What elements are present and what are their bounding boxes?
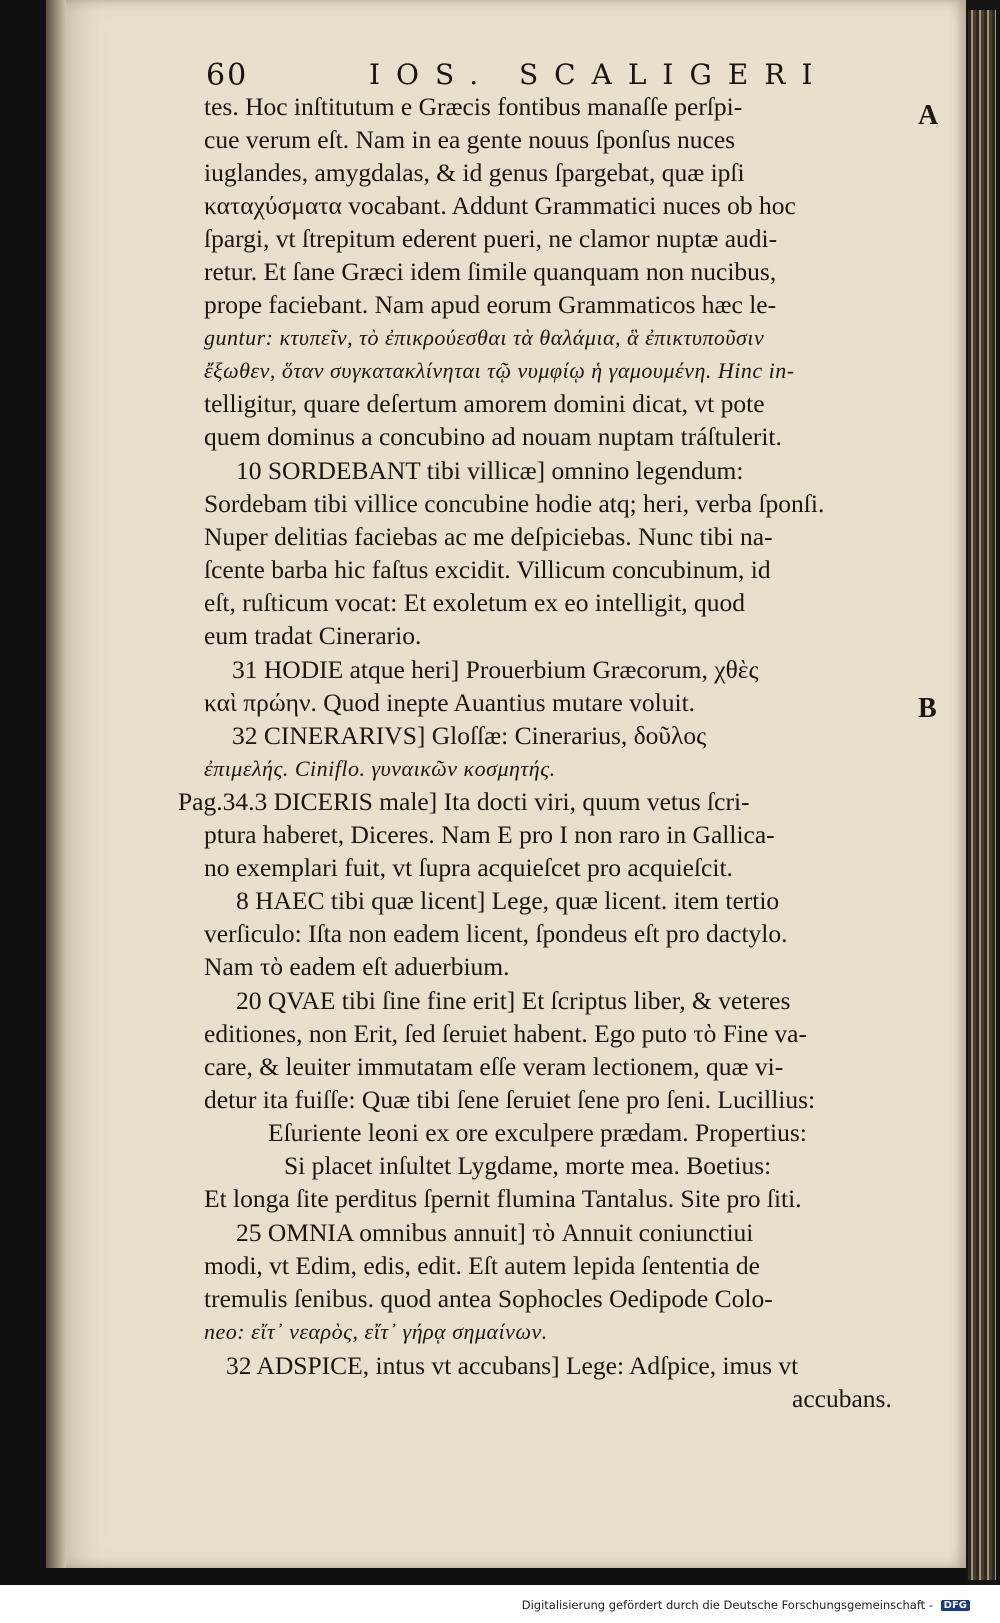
text-line: Sordebam tibi villice concubine hodie atq; heri, verba ſponſi. — [204, 489, 825, 518]
text-line: cue verum eſt. Nam in ea gente nouus ſponſus nuces — [204, 125, 736, 154]
text-line: eum tradat Cinerario. — [204, 621, 422, 650]
text-line: quem dominus a concubino ad nouam nuptam tráſtulerit. — [204, 422, 782, 451]
text-line: 25 OMNIA omnibus annuit] τὸ Annuit coniunctiui — [236, 1218, 754, 1247]
text-line: ptura haberet, Diceres. Nam E pro I non raro in Gallica- — [204, 820, 775, 849]
margin-letter-b: B — [918, 693, 937, 724]
text-line: 20 QVAE tibi ſine fine erit] Et ſcriptus liber, & veteres — [236, 986, 791, 1015]
text-line: detur ita fuiſſe: Quæ tibi ſene ſeruiet ſene pro ſeni. Lucillius: — [204, 1085, 816, 1114]
digitization-credit — [522, 1598, 970, 1612]
text-line: 31 HODIE atque heri] Prouerbium Græcorum, χθὲς — [232, 655, 759, 684]
text-line: ſpargi, vt ſtrepitum ederent pueri, ne clamor nuptæ audi- — [204, 224, 778, 253]
text-line: telligitur, quare deſertum amorem domini dicat, vt pote — [204, 389, 765, 418]
text-line: Eſuriente leoni ex ore exculpere prædam. Propertius: — [268, 1118, 807, 1147]
text-line: 32 ADSPICE, intus vt accubans] Lege: Adſpice, imus vt — [226, 1351, 799, 1380]
dfg-logo: DFG — [941, 1600, 970, 1611]
margin-letter-a: A — [918, 100, 939, 131]
running-title: IOS. SCALIGERI — [369, 58, 829, 91]
page-gutter-shadow — [46, 0, 66, 1568]
text-line: retur. Et ſane Græci idem ſimile quanquam non nucibus, — [204, 257, 777, 286]
text-line: prope faciebant. Nam apud eorum Grammaticos hæc le- — [204, 290, 777, 319]
text-line: tes. Hoc inſtitutum e Græcis fontibus manaſſe perſpi- — [204, 92, 743, 121]
text-line: no exemplari fuit, vt ſupra acquieſcet pro acquieſcit. — [204, 853, 733, 882]
text-line: 10 SORDEBANT tibi villicæ] omnino legendum: — [236, 456, 744, 485]
page-number: 60 — [206, 58, 249, 93]
text-line: Pag.34.3 DICERIS male] Ita docti viri, quum vetus ſcri- — [178, 787, 750, 816]
text-line: Et longa ſite perditus ſpernit flumina Tantalus. Site pro ſiti. — [204, 1184, 802, 1213]
text-line: Nuper delitias faciebas ac me deſpiciebas. Nunc tibi na- — [204, 522, 773, 551]
credit-text: Digitalisierung gefördert durch die Deutsche Forschungsgemeinschaft - — [521, 1598, 933, 1612]
text-line: care, & leuiter immutatam eſſe veram lectionem, quæ vi- — [204, 1052, 784, 1081]
text-line: ſcente barba hic faſtus excidit. Villicum concubinum, id — [204, 555, 771, 584]
text-line: 32 CINERARIVS] Gloſſæ: Cinerarius, δοῦλος — [232, 721, 707, 750]
text-line: guntur: κτυπεῖν, τὸ ἐπικρούεσθαι τὰ θαλάμια, ἃ ἐπικτυποῦσιν — [204, 325, 765, 350]
text-line: eſt, ruſticum vocat: Et exoletum ex eo intelligit, quod — [204, 588, 746, 617]
text-line: 8 HAEC tibi quæ licent] Lege, quæ licent. item tertio — [236, 886, 780, 915]
text-line: iuglandes, amygdalas, & id genus ſpargebat, quæ ipſi — [204, 158, 745, 187]
text-line: ἐπιμελής. Ciniflo. γυναικῶν κοσμητής. — [204, 756, 556, 781]
text-line: καταχύσματα vocabant. Addunt Grammatici nuces ob hoc — [204, 191, 796, 220]
text-line: ἔξωθεν, ὅταν συγκατακλίνηται τῷ νυμφίῳ ἡ γαμουμένη. Hinc in- — [204, 358, 795, 383]
text-line: Nam τὸ eadem eſt aduerbium. — [204, 952, 510, 981]
text-line: accubans. — [792, 1384, 892, 1413]
page-stack-edges — [968, 10, 996, 1580]
text-line: Si placet inſultet Lygdame, morte mea. Boetius: — [284, 1151, 772, 1180]
text-line: editiones, non Erit, ſed ſeruiet habent. Ego puto τὸ Fine va- — [204, 1019, 807, 1048]
text-line: neo: εἴτ᾽ νεαρὸς, εἴτ᾽ γήρᾳ σημαίνων. — [204, 1319, 548, 1344]
text-line: modi, vt Edim, edis, edit. Eſt autem lepida ſententia de — [204, 1251, 760, 1280]
text-line: tremulis ſenibus. quod antea Sophocles Oedipode Colo- — [204, 1284, 773, 1313]
text-line: verſiculo: Iſta non eadem licent, ſpondeus eſt pro dactylo. — [204, 919, 788, 948]
text-line: καὶ πρώην. Quod inepte Auantius mutare voluit. — [204, 688, 696, 717]
